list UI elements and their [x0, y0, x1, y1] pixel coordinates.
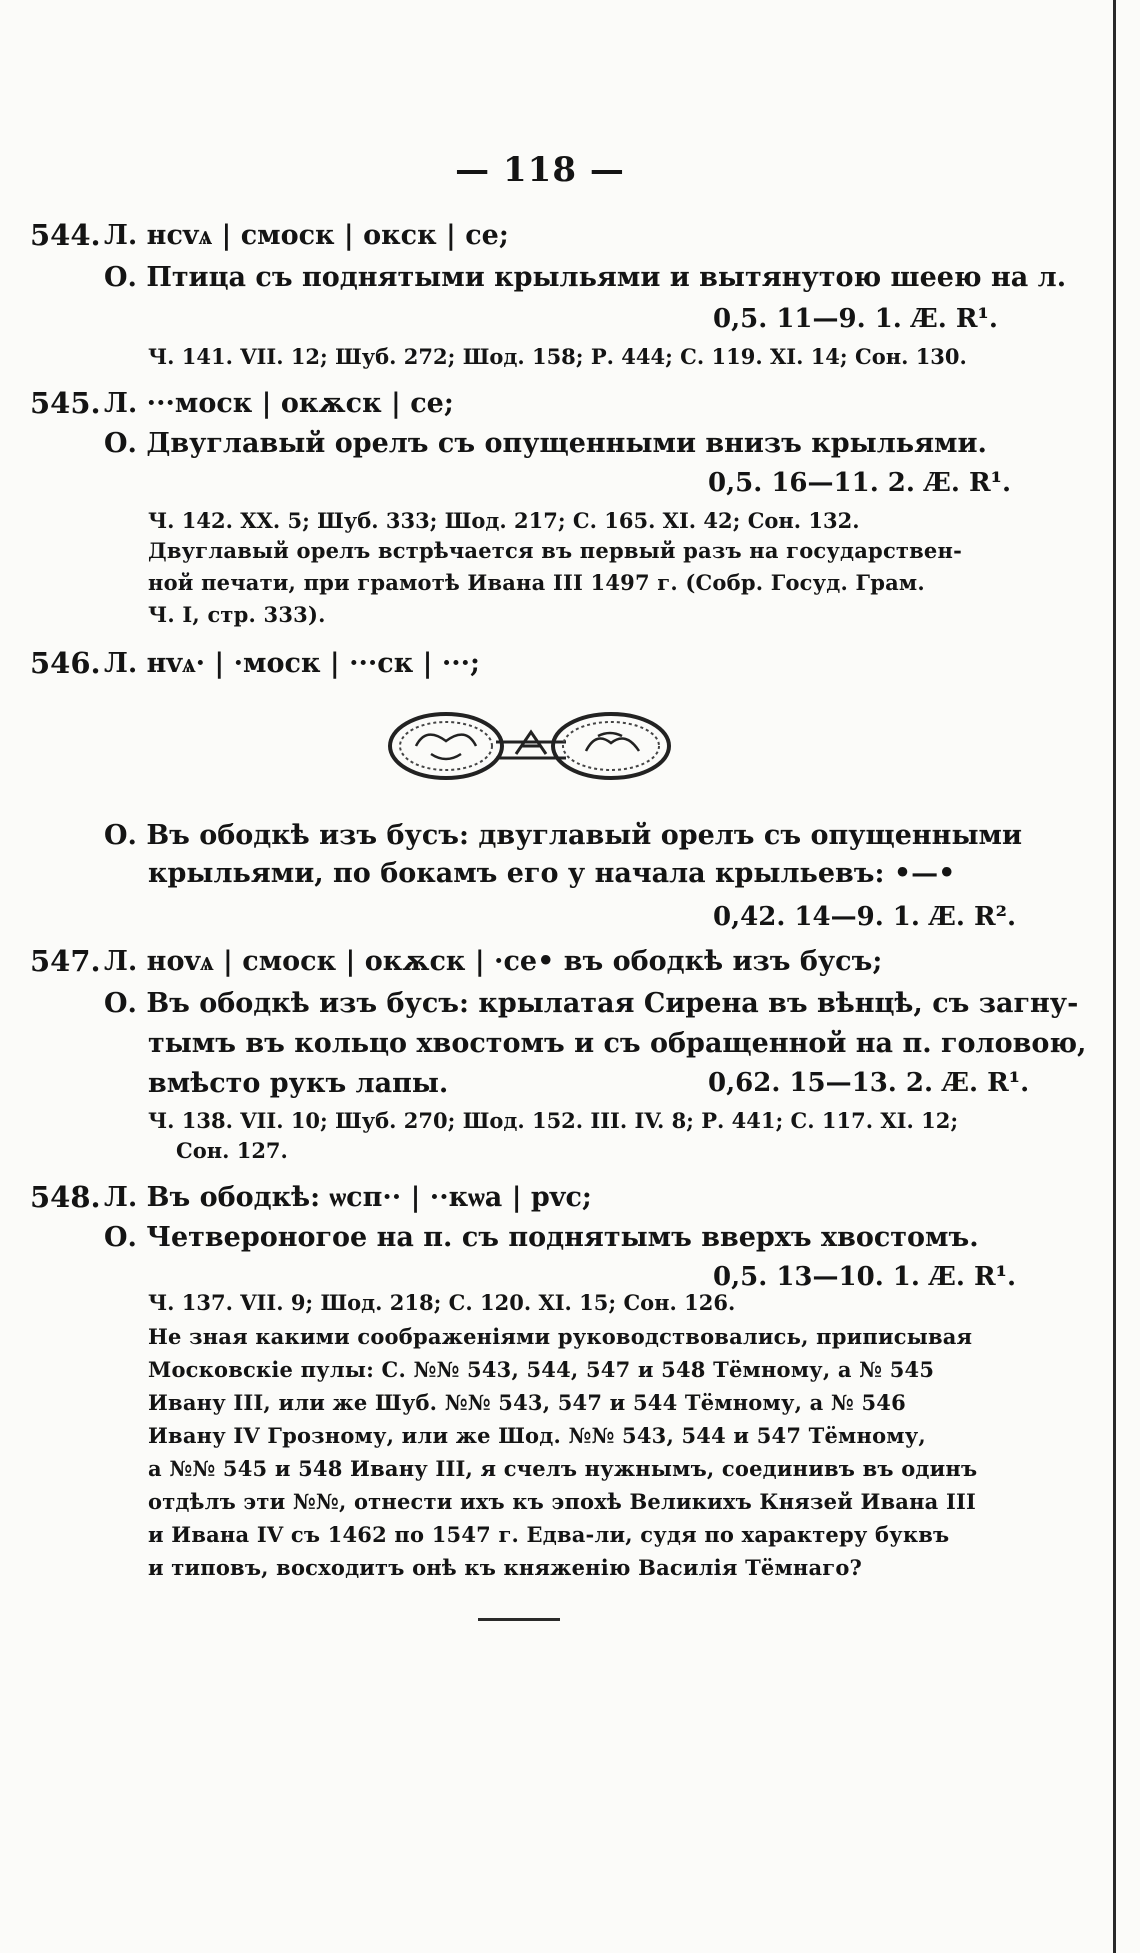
entry-obverse: О. Двуглавый орелъ съ опущенными внизъ крыльями.	[104, 428, 987, 459]
entry-number: 546.	[30, 646, 101, 680]
entry-measure: 0,42. 14—9. 1. Æ. R².	[713, 902, 1017, 932]
closing-note-line: отдѣлъ эти №№, отнести ихъ къ эпохѣ Великихъ Князей Ивана III	[148, 1489, 977, 1514]
entry-number: 547.	[30, 944, 101, 978]
entry-obverse: О. Четвероногое на п. съ поднятымъ вверхъ хвостомъ.	[104, 1222, 979, 1253]
section-end-rule	[478, 1618, 560, 1621]
entry-legend: Л. нovѧ | смоск | окѫск | ·се• въ ободкѣ изъ бусъ;	[104, 946, 883, 977]
entry-references: Ч. 138. VII. 10; Шуб. 270; Шод. 152. III. IV. 8; Р. 441; С. 117. XI. 12;	[148, 1108, 959, 1133]
entry-references: Ч. 141. VII. 12; Шуб. 272; Шод. 158; Р. 444; С. 119. XI. 14; Сон. 130.	[148, 344, 967, 369]
closing-note-line: Московскіе пулы: С. №№ 543, 544, 547 и 548 Тёмному, а № 545	[148, 1357, 935, 1382]
closing-note-line: Ивану III, или же Шуб. №№ 543, 547 и 544 Тёмному, а № 546	[148, 1390, 906, 1415]
entry-legend: Л. ···моск | окѫск | се;	[104, 388, 454, 419]
entry-obverse: вмѣсто рукъ лапы.	[148, 1068, 449, 1099]
entry-legend: Л. Въ ободкѣ: ѡсп·· | ··кѡа | рvс;	[104, 1182, 592, 1213]
entry-obverse: О. Птица съ поднятыми крыльями и вытянутою шеею на л.	[104, 262, 1067, 293]
entry-measure: 0,62. 15—13. 2. Æ. R¹.	[708, 1068, 1030, 1098]
entry-note-line: ной печати, при грамотѣ Ивана III 1497 г. (Собр. Госуд. Грам.	[148, 570, 925, 595]
entry-references: Ч. 137. VII. 9; Шод. 218; С. 120. XI. 15; Сон. 126.	[148, 1290, 736, 1315]
entry-references: Ч. 142. XX. 5; Шуб. 333; Шод. 217; С. 165. XI. 42; Сон. 132.	[148, 508, 860, 533]
entry-note-line: Двуглавый орелъ встрѣчается въ первый разъ на государствен-	[148, 538, 962, 563]
entry-number: 544.	[30, 218, 101, 252]
closing-note-line: и типовъ, восходитъ онѣ къ княженію Василія Тёмнаго?	[148, 1555, 863, 1580]
page-number: — 118 —	[455, 150, 625, 190]
entry-legend: Л. нсvѧ | смоск | окск | се;	[104, 220, 509, 251]
entry-obverse: О. Въ ободкѣ изъ бусъ: крылатая Сирена въ вѣнцѣ, съ загну-	[104, 988, 1079, 1019]
entry-obverse: крыльями, по бокамъ его у начала крыльевъ: •—•	[148, 858, 956, 889]
closing-note-line: Ивану IV Грозному, или же Шод. №№ 543, 544 и 547 Тёмному,	[148, 1423, 926, 1448]
coin-drawing	[386, 706, 676, 786]
entry-measure: 0,5. 16—11. 2. Æ. R¹.	[708, 468, 1012, 498]
entry-references: Сон. 127.	[176, 1138, 288, 1163]
entry-number: 548.	[30, 1180, 101, 1214]
closing-note-line: Не зная какими соображеніями руководствовались, приписывая	[148, 1324, 973, 1349]
closing-note-line: и Ивана IV съ 1462 по 1547 г. Едва-ли, судя по характеру буквъ	[148, 1522, 950, 1547]
entry-measure: 0,5. 11—9. 1. Æ. R¹.	[713, 304, 998, 334]
entry-legend: Л. нvѧ· | ·моск | ···ск | ···;	[104, 648, 480, 679]
entry-obverse: О. Въ ободкѣ изъ бусъ: двуглавый орелъ съ опущенными	[104, 820, 1022, 851]
page-edge-line	[1113, 0, 1116, 1953]
closing-note-line: а №№ 545 и 548 Ивану III, я счелъ нужнымъ, соединивъ въ одинъ	[148, 1456, 978, 1481]
entry-note-line: Ч. I, стр. 333).	[148, 602, 326, 627]
entry-number: 545.	[30, 386, 101, 420]
entry-measure: 0,5. 13—10. 1. Æ. R¹.	[713, 1262, 1017, 1292]
entry-obverse: тымъ въ кольцо хвостомъ и съ обращенной на п. головою,	[148, 1028, 1087, 1059]
